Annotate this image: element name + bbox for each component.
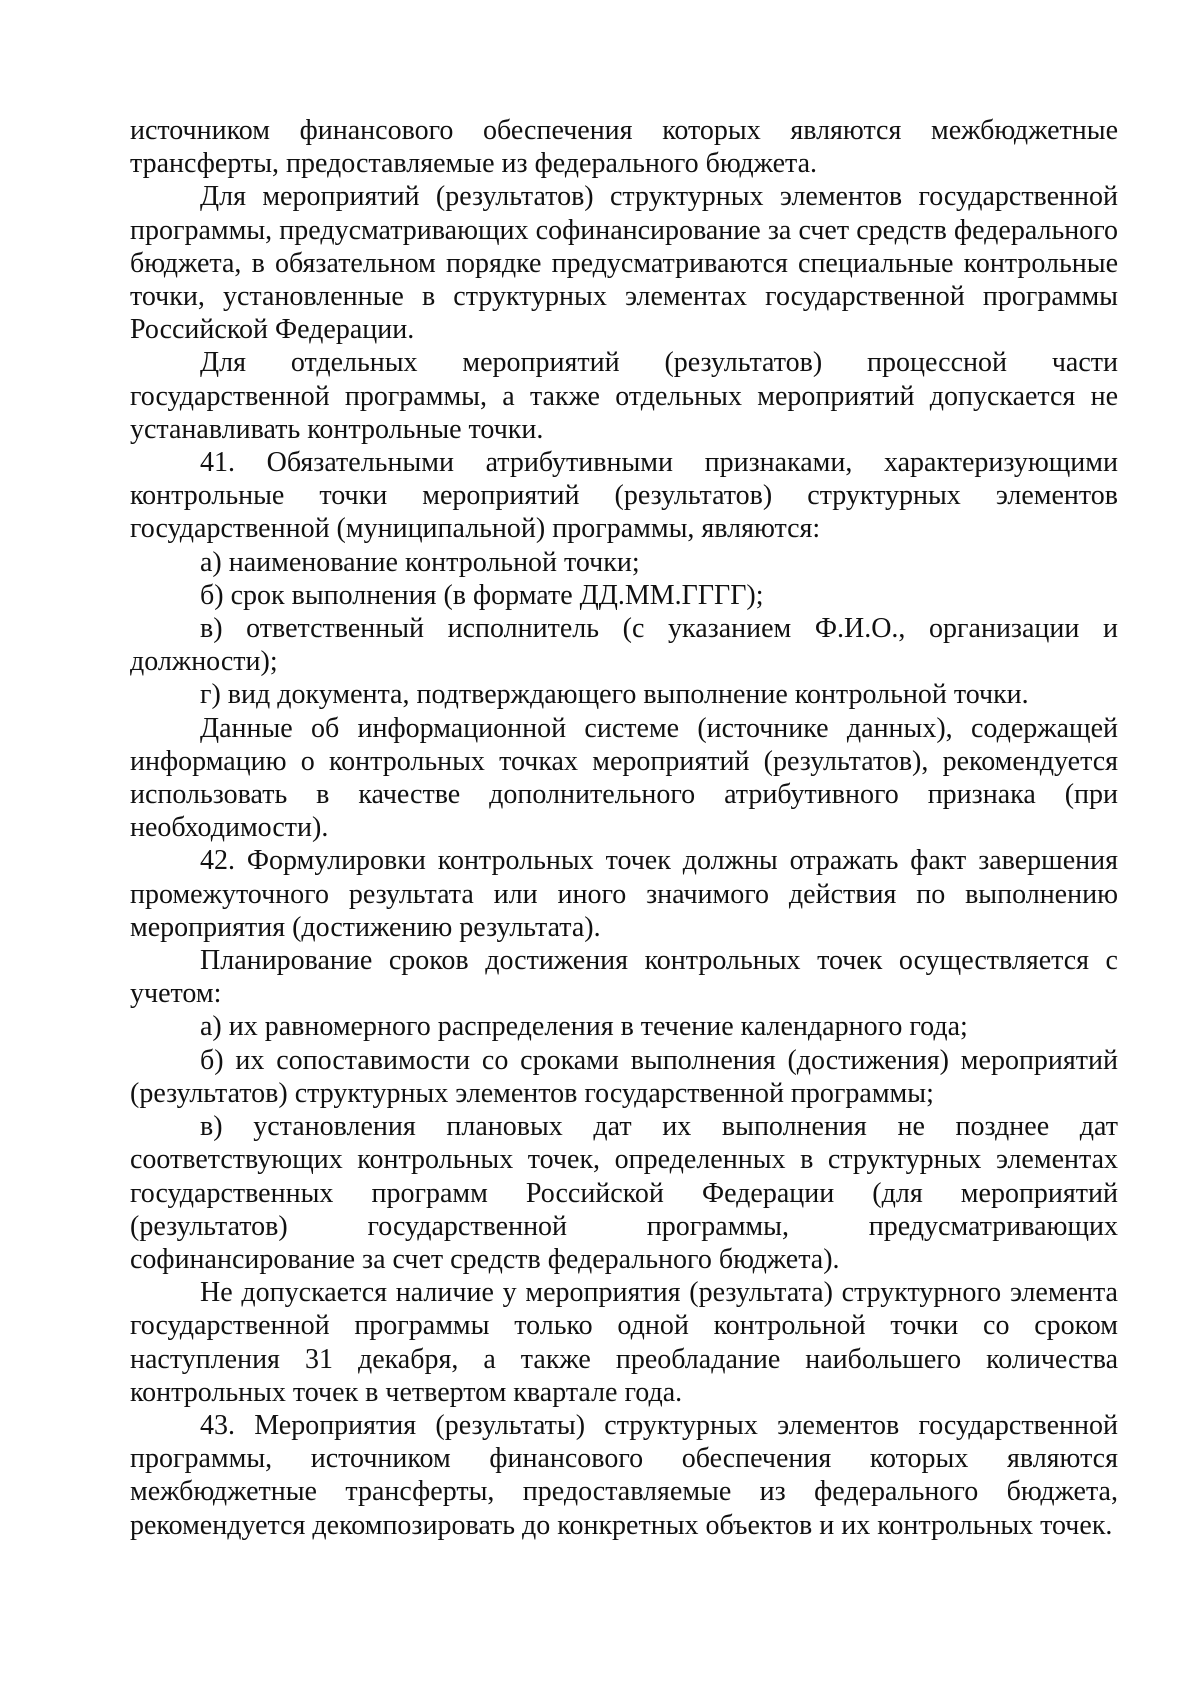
paragraph-42: 42. Формулировки контрольных точек должны отражать факт завершения промежуточного результата или иного значимого действия по выполнению мероприятия (достижению результата).: [130, 845, 1118, 943]
document-page: [130, 114, 1118, 1542]
list-item-planning-v: в) установления плановых дат их выполнения не позднее дат соответствующих контрольных точек, определенных в структурных элементах государственных программ Российской Федерации (для мероприятий (результатов) государственной программы, предусматривающих софинансирование за счет средств федерального бюджета).: [130, 1111, 1118, 1275]
list-item-a: а) наименование контрольной точки;: [200, 546, 640, 578]
list-item-planning-b: б) их сопоставимости со сроками выполнения (достижения) мероприятий (результатов) структурных элементов государственной программы;: [130, 1044, 1118, 1109]
list-item-g: г) вид документа, подтверждающего выполнение контрольной точки.: [200, 679, 1029, 711]
list-item-b: б) срок выполнения (в формате ДД.ММ.ГГГГ);: [200, 579, 764, 611]
paragraph-cofinancing: Для мероприятий (результатов) структурных элементов государственной программы, предусматривающих софинансирование за счет средств федерального бюджета, в обязательном порядке предусматриваются специальные контрольные точки, установленные в структурных элементах государственной программы Российской Федерации.: [130, 181, 1118, 346]
list-item-v: в) ответственный исполнитель (с указанием Ф.И.О., организации и должности);: [130, 613, 1118, 678]
paragraph-information-system: Данные об информационной системе (источнике данных), содержащей информацию о контрольных точках мероприятий (результатов), рекомендуется использовать в качестве дополнительного атрибутивного признака (при необходимости).: [130, 712, 1118, 844]
paragraph-planning: Планирование сроков достижения контрольных точек осуществляется с учетом:: [130, 945, 1118, 1010]
paragraph-41: 41. Обязательными атрибутивными признаками, характеризующими контрольные точки мероприятий (результатов) структурных элементов государственной (муниципальной) программы, являются:: [130, 447, 1118, 545]
paragraph-not-allowed: Не допускается наличие у мероприятия (результата) структурного элемента государственной программы только одной контрольной точки со сроком наступления 31 декабря, а также преобладание наибольшего количества контрольных точек в четвертом квартале года.: [130, 1277, 1118, 1408]
list-item-planning-a: а) их равномерного распределения в течение календарного года;: [200, 1011, 968, 1043]
paragraph-43: 43. Мероприятия (результаты) структурных элементов государственной программы, источником финансового обеспечения которых являются межбюджетные трансферты, предоставляемые из федерального бюджета, рекомендуется декомпозировать до конкретных объектов и их контрольных точек.: [130, 1409, 1118, 1541]
paragraph-continuation: источником финансового обеспечения которых являются межбюджетные трансферты, предоставляемые из федерального бюджета.: [130, 115, 1118, 180]
paragraph-process-part: Для отдельных мероприятий (результатов) процессной части государственной программы, а также отдельных мероприятий допускается не устанавливать контрольные точки.: [130, 347, 1118, 445]
